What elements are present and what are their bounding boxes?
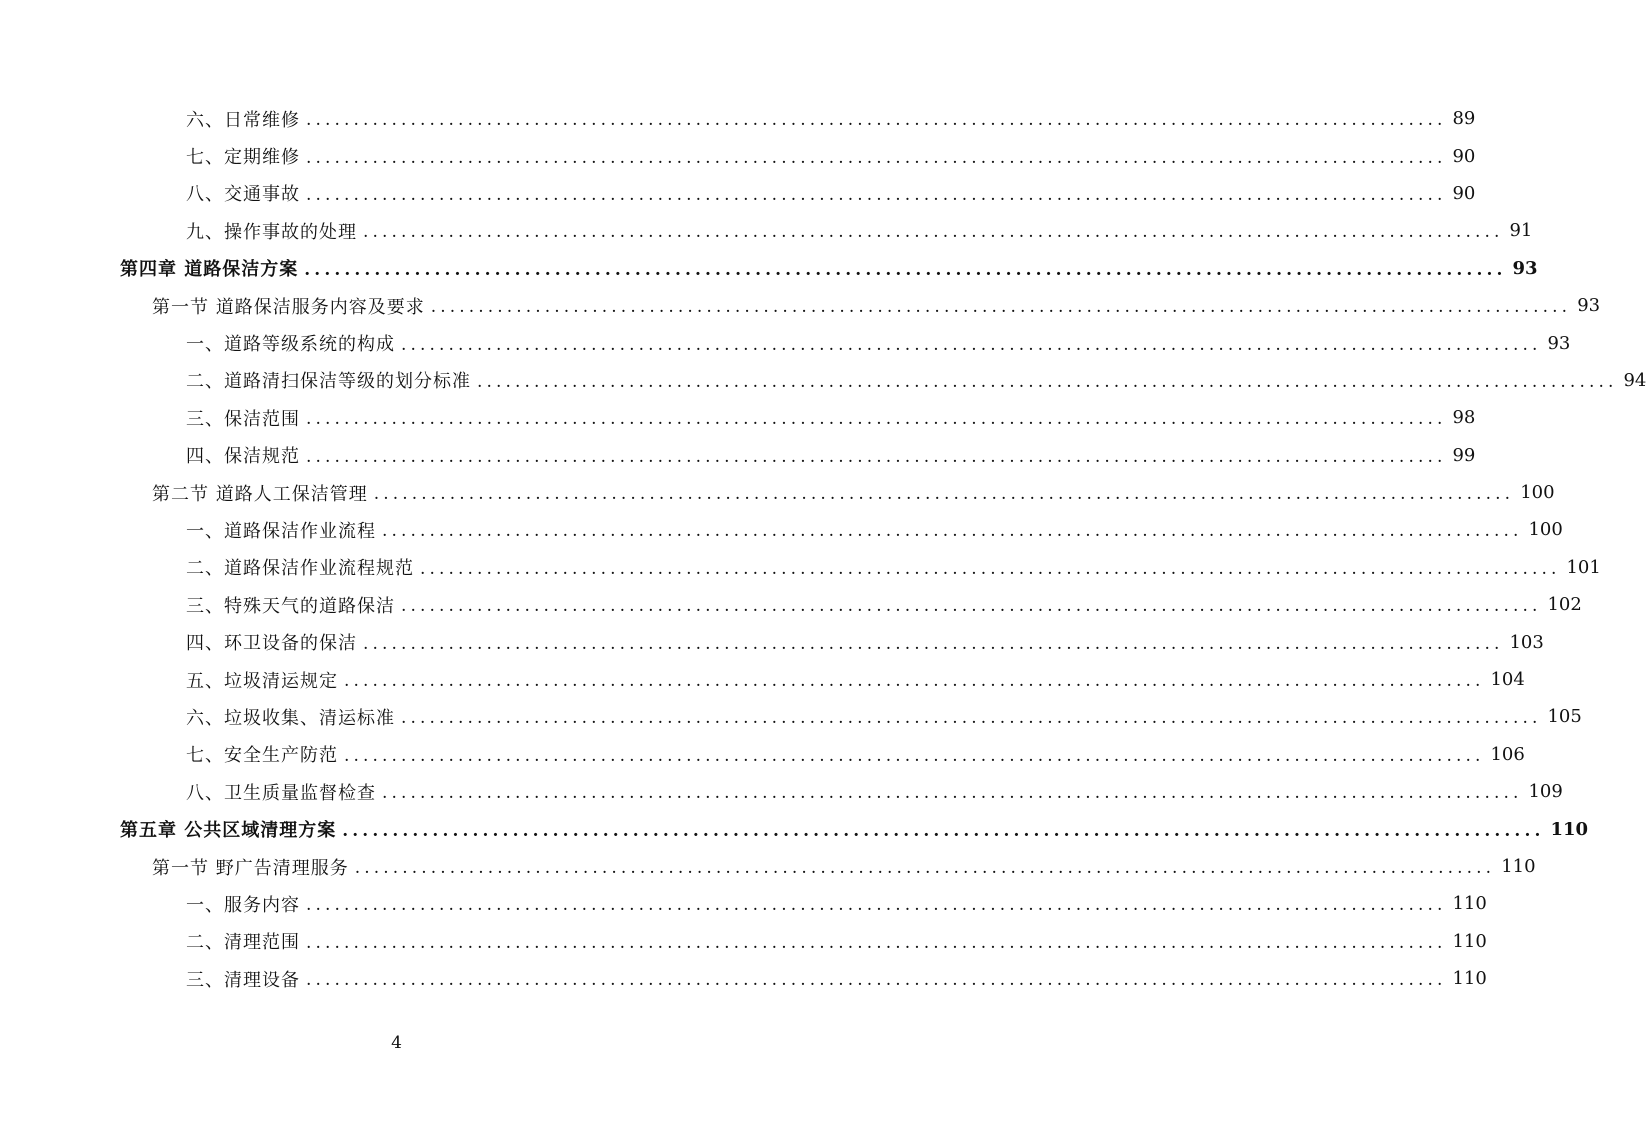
toc-entry-title: 第一节 道路保洁服务内容及要求: [152, 296, 425, 318]
toc-entry-title: 六、垃圾收集、清运标准: [186, 707, 395, 729]
dot-leader: ........................................................................................................................: [306, 184, 1447, 205]
toc-entry-title: 七、定期维修: [186, 147, 300, 169]
dot-leader: ........................................................................................................................: [306, 409, 1447, 430]
dot-leader: ........................................................................................................................: [354, 858, 1496, 878]
toc-entry-page-number: 94: [1623, 369, 1646, 391]
dot-leader: ........................................................................................................................: [306, 932, 1447, 953]
toc-entry-title: 二、道路清扫保洁等级的划分标准: [186, 371, 471, 393]
dot-leader: ........................................................................................................................: [382, 783, 1523, 804]
toc-entry-page-number: 90: [1452, 182, 1476, 204]
toc-entry-page-number: 102: [1547, 594, 1582, 616]
dot-leader: ........................................................................................................................: [382, 521, 1523, 542]
toc-chapter-entry[interactable]: [0, 810, 1589, 847]
toc-subsection-entry[interactable]: [0, 623, 1544, 660]
toc-entry-title: 六、日常维修: [186, 109, 300, 131]
toc-entry-title: 八、交通事故: [186, 184, 300, 206]
toc-entry-page-number: 101: [1566, 556, 1601, 578]
toc-entry-page-number: 104: [1490, 669, 1525, 691]
toc-subsection-entry[interactable]: [0, 399, 1476, 436]
dot-leader: ........................................................................................................................: [304, 259, 1507, 280]
toc-subsection-entry[interactable]: [0, 885, 1487, 922]
toc-entry-title: 第二节 道路人工保洁管理: [152, 483, 368, 505]
toc-entry-page-number: 110: [1452, 930, 1487, 952]
toc-entry-title: 八、卫生质量监督检查: [186, 782, 376, 804]
toc-entry-title: 一、服务内容: [186, 894, 300, 916]
toc-entry-title: 五、垃圾清运规定: [186, 670, 338, 692]
toc-subsection-entry[interactable]: [0, 923, 1487, 960]
toc-entry-page-number: 98: [1452, 407, 1476, 429]
toc-entry-title: 第一节 野广告清理服务: [152, 857, 349, 879]
dot-leader: ........................................................................................................................: [373, 484, 1515, 505]
toc-chapter-entry[interactable]: [0, 250, 1538, 287]
toc-subsection-entry[interactable]: [0, 960, 1487, 997]
toc-subsection-entry[interactable]: [0, 100, 1476, 137]
toc-entry-title: 九、操作事故的处理: [186, 221, 357, 243]
dot-leader: ........................................................................................................................: [420, 558, 1561, 579]
toc-entry-page-number: 100: [1520, 482, 1555, 504]
toc-subsection-entry[interactable]: [0, 137, 1476, 174]
dot-leader: ........................................................................................................................: [477, 371, 1618, 392]
toc-entry-page-number: 103: [1509, 631, 1544, 653]
toc-subsection-entry[interactable]: [0, 549, 1601, 586]
toc-entry-page-number: 109: [1528, 781, 1563, 803]
table-of-contents: [0, 100, 1646, 997]
dot-leader: ........................................................................................................................: [306, 446, 1447, 467]
toc-entry-page-number: 93: [1547, 332, 1571, 354]
toc-subsection-entry[interactable]: [0, 324, 1571, 361]
toc-entry-page-number: 99: [1452, 444, 1476, 466]
page-number: 4: [391, 1033, 402, 1053]
toc-entry-title: 四、环卫设备的保洁: [186, 633, 357, 655]
dot-leader: ........................................................................................................................: [306, 895, 1447, 916]
toc-entry-page-number: 110: [1550, 818, 1589, 840]
dot-leader: ........................................................................................................................: [306, 147, 1447, 168]
toc-subsection-entry[interactable]: [0, 511, 1563, 548]
toc-subsection-entry[interactable]: [0, 586, 1582, 623]
toc-entry-title: 二、道路保洁作业流程规范: [186, 558, 414, 580]
toc-entry-title: 七、安全生产防范: [186, 745, 338, 767]
dot-leader: ........................................................................................................................: [344, 745, 1485, 766]
dot-leader: ........................................................................................................................: [401, 334, 1542, 355]
toc-subsection-entry[interactable]: [0, 212, 1533, 249]
toc-subsection-entry[interactable]: [0, 362, 1646, 399]
toc-entry-page-number: 90: [1452, 145, 1476, 167]
dot-leader: ........................................................................................................................: [430, 297, 1572, 318]
dot-leader: ........................................................................................................................: [363, 222, 1504, 243]
dot-leader: ........................................................................................................................: [363, 633, 1504, 654]
toc-entry-title: 三、保洁范围: [186, 408, 300, 430]
toc-subsection-entry[interactable]: [0, 736, 1525, 773]
toc-entry-page-number: 110: [1452, 968, 1487, 990]
toc-entry-title: 一、道路等级系统的构成: [186, 334, 395, 356]
toc-entry-title: 一、道路保洁作业流程: [186, 520, 376, 542]
toc-section-entry[interactable]: [0, 848, 1536, 885]
toc-entry-title: 三、特殊天气的道路保洁: [186, 595, 395, 617]
toc-section-entry[interactable]: [0, 474, 1555, 511]
toc-entry-page-number: 100: [1528, 519, 1563, 541]
dot-leader: ........................................................................................................................: [342, 820, 1545, 841]
toc-subsection-entry[interactable]: [0, 437, 1476, 474]
toc-subsection-entry[interactable]: [0, 661, 1525, 698]
toc-section-entry[interactable]: [0, 287, 1601, 324]
toc-entry-title: 三、清理设备: [186, 969, 300, 991]
toc-entry-page-number: 93: [1577, 295, 1601, 317]
toc-entry-page-number: 110: [1452, 893, 1487, 915]
toc-entry-page-number: 91: [1509, 220, 1533, 242]
dot-leader: ........................................................................................................................: [401, 596, 1542, 617]
dot-leader: ........................................................................................................................: [344, 671, 1485, 692]
toc-entry-page-number: 105: [1547, 706, 1582, 728]
dot-leader: ........................................................................................................................: [306, 970, 1447, 991]
toc-entry-page-number: 93: [1512, 257, 1538, 279]
toc-entry-page-number: 89: [1452, 108, 1476, 130]
toc-subsection-entry[interactable]: [0, 175, 1476, 212]
toc-entry-title: 二、清理范围: [186, 932, 300, 954]
toc-entry-page-number: 110: [1501, 856, 1536, 877]
dot-leader: ........................................................................................................................: [401, 708, 1542, 729]
toc-entry-title: 四、保洁规范: [186, 446, 300, 468]
toc-entry-page-number: 106: [1490, 743, 1525, 765]
dot-leader: ........................................................................................................................: [306, 110, 1447, 131]
toc-subsection-entry[interactable]: [0, 773, 1563, 810]
toc-entry-title: 第五章 公共区域清理方案: [120, 820, 337, 842]
toc-entry-title: 第四章 道路保洁方案: [120, 259, 299, 281]
toc-subsection-entry[interactable]: [0, 698, 1582, 735]
